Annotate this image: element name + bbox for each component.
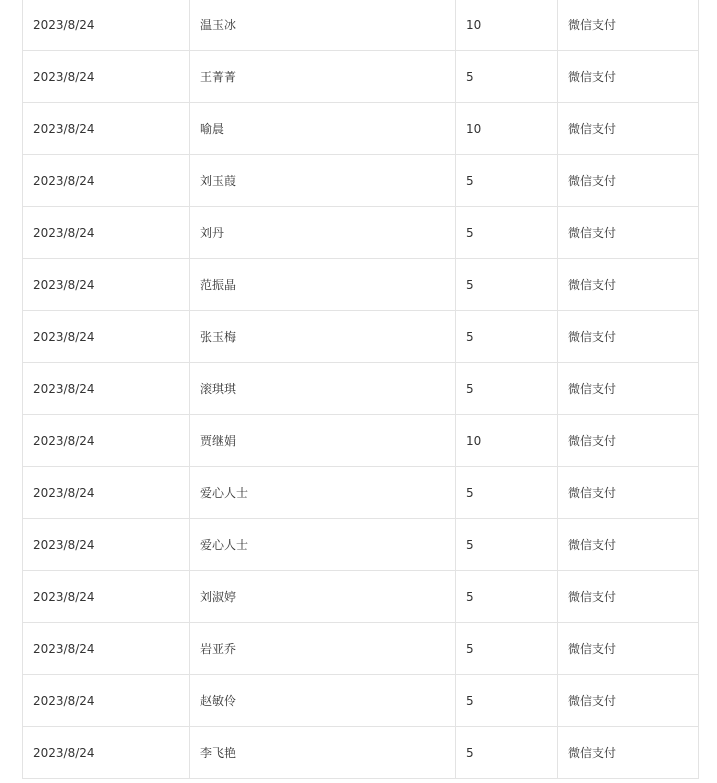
payment-method-cell: 微信支付 xyxy=(558,467,699,519)
donor-name-cell: 温玉冰 xyxy=(190,0,456,51)
table-row xyxy=(23,259,699,311)
donor-name-cell: 喻晨 xyxy=(190,103,456,155)
donation-table-container xyxy=(22,0,698,779)
date-cell: 2023/8/24 xyxy=(23,0,190,51)
donor-name-cell: 贾继娟 xyxy=(190,415,456,467)
amount-cell: 5 xyxy=(456,519,558,571)
payment-method-cell: 微信支付 xyxy=(558,363,699,415)
payment-method-cell: 微信支付 xyxy=(558,207,699,259)
table-row xyxy=(23,363,699,415)
amount-cell: 5 xyxy=(456,259,558,311)
table-row xyxy=(23,207,699,259)
payment-method-cell: 微信支付 xyxy=(558,415,699,467)
date-cell: 2023/8/24 xyxy=(23,311,190,363)
amount-cell: 5 xyxy=(456,623,558,675)
table-row xyxy=(23,623,699,675)
date-cell: 2023/8/24 xyxy=(23,467,190,519)
payment-method-cell: 微信支付 xyxy=(558,155,699,207)
payment-method-cell: 微信支付 xyxy=(558,571,699,623)
table-row xyxy=(23,467,699,519)
date-cell: 2023/8/24 xyxy=(23,415,190,467)
amount-cell: 10 xyxy=(456,0,558,51)
table-row xyxy=(23,727,699,779)
date-cell: 2023/8/24 xyxy=(23,103,190,155)
donor-name-cell: 张玉梅 xyxy=(190,311,456,363)
payment-method-cell: 微信支付 xyxy=(558,0,699,51)
donor-name-cell: 赵敏伶 xyxy=(190,675,456,727)
payment-method-cell: 微信支付 xyxy=(558,51,699,103)
amount-cell: 5 xyxy=(456,311,558,363)
table-row xyxy=(23,103,699,155)
table-row xyxy=(23,519,699,571)
donor-name-cell: 爱心人士 xyxy=(190,519,456,571)
donation-table xyxy=(22,0,699,779)
amount-cell: 5 xyxy=(456,363,558,415)
table-row xyxy=(23,571,699,623)
date-cell: 2023/8/24 xyxy=(23,675,190,727)
date-cell: 2023/8/24 xyxy=(23,363,190,415)
donor-name-cell: 刘淑婷 xyxy=(190,571,456,623)
donor-name-cell: 刘丹 xyxy=(190,207,456,259)
donation-table-body xyxy=(23,0,699,779)
amount-cell: 5 xyxy=(456,571,558,623)
date-cell: 2023/8/24 xyxy=(23,519,190,571)
table-row xyxy=(23,311,699,363)
amount-cell: 5 xyxy=(456,727,558,779)
amount-cell: 10 xyxy=(456,415,558,467)
payment-method-cell: 微信支付 xyxy=(558,519,699,571)
donor-name-cell: 王菁菁 xyxy=(190,51,456,103)
payment-method-cell: 微信支付 xyxy=(558,311,699,363)
amount-cell: 10 xyxy=(456,103,558,155)
table-row xyxy=(23,51,699,103)
date-cell: 2023/8/24 xyxy=(23,259,190,311)
donor-name-cell: 滚琪琪 xyxy=(190,363,456,415)
payment-method-cell: 微信支付 xyxy=(558,727,699,779)
donor-name-cell: 范振晶 xyxy=(190,259,456,311)
amount-cell: 5 xyxy=(456,207,558,259)
date-cell: 2023/8/24 xyxy=(23,51,190,103)
donor-name-cell: 岩亚乔 xyxy=(190,623,456,675)
table-row xyxy=(23,0,699,51)
date-cell: 2023/8/24 xyxy=(23,571,190,623)
date-cell: 2023/8/24 xyxy=(23,623,190,675)
table-row xyxy=(23,155,699,207)
donor-name-cell: 爱心人士 xyxy=(190,467,456,519)
table-row xyxy=(23,675,699,727)
payment-method-cell: 微信支付 xyxy=(558,623,699,675)
date-cell: 2023/8/24 xyxy=(23,155,190,207)
payment-method-cell: 微信支付 xyxy=(558,675,699,727)
payment-method-cell: 微信支付 xyxy=(558,103,699,155)
payment-method-cell: 微信支付 xyxy=(558,259,699,311)
amount-cell: 5 xyxy=(456,155,558,207)
amount-cell: 5 xyxy=(456,51,558,103)
amount-cell: 5 xyxy=(456,467,558,519)
donor-name-cell: 刘玉葭 xyxy=(190,155,456,207)
date-cell: 2023/8/24 xyxy=(23,207,190,259)
table-row xyxy=(23,415,699,467)
donor-name-cell: 李飞艳 xyxy=(190,727,456,779)
date-cell: 2023/8/24 xyxy=(23,727,190,779)
amount-cell: 5 xyxy=(456,675,558,727)
